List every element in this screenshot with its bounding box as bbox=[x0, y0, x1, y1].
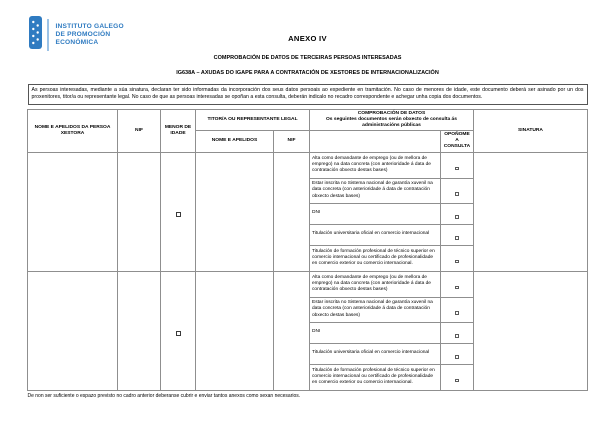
person1-minor-cell bbox=[161, 152, 196, 271]
brand-name bbox=[56, 23, 124, 47]
header-person-name: NOME E APELIDOS DA PERSOA XESTORA bbox=[28, 109, 118, 152]
person2-name-field[interactable] bbox=[28, 271, 118, 390]
person1-oppose-checkbox-5[interactable] bbox=[455, 260, 459, 264]
header-tutor-name: NOME E APELIDOS bbox=[196, 130, 274, 152]
verification-table bbox=[27, 109, 588, 391]
person1-oppose-cell-4 bbox=[441, 224, 474, 245]
header-minor: MENOR DE IDADE bbox=[161, 109, 196, 152]
header-tutor-nif: NIF bbox=[274, 130, 310, 152]
person1-oppose-cell-5 bbox=[441, 245, 474, 271]
brand-name-line1: INSTITUTO GALEGO bbox=[55, 23, 124, 30]
logo-separator bbox=[47, 19, 49, 51]
brand-name-line2: DE PROMOCIÓN bbox=[55, 31, 111, 38]
person1-name-field[interactable] bbox=[28, 152, 118, 271]
person2-signature-field[interactable] bbox=[474, 271, 588, 390]
person2-oppose-cell-4 bbox=[441, 343, 474, 364]
document-label: Alta como demandante de emprego (ou de mellora de emprego) na data concreta (con anterioridade á data de contratación obxecto destas bases) bbox=[310, 152, 441, 178]
person-block-2 bbox=[28, 271, 588, 390]
intro-notice: As persoas interesadas, mediante a súa sinatura, declaran ter sido informadas da incorporación dos seus datos persoais ao expediente en tramitación. No caso de menores de idade, este documento deberá ser asinado por un dos proxenitores, titor/a ou representante legal. No caso de que as persoas interesadas se opoñan a esta consulta, deberán indicalo no recadro correspondente e achegar unha copia dos documentos. bbox=[28, 84, 588, 105]
document-label: DNI bbox=[310, 203, 441, 224]
person2-oppose-cell-5 bbox=[441, 364, 474, 390]
document-label: Estar inscrita no Sistema nacional de garantía xuvenil na data concreta (con anterioridade á data de contratación obxecto destas bases) bbox=[310, 297, 441, 322]
person2-oppose-checkbox-5[interactable] bbox=[455, 379, 459, 383]
header-oppose: OPOÑOME A CONSULTA bbox=[441, 130, 474, 152]
footnote: De non ser suficiente o espazo previsto no cadro anterior deberanse cubrir e enviar tantos anexos como sexan necesarios. bbox=[27, 392, 301, 399]
person1-tutor-nif-field[interactable] bbox=[274, 152, 310, 271]
person2-oppose-cell-1 bbox=[441, 271, 474, 297]
document-label: Estar inscrita no Sistema nacional de garantía xuvenil na data concreta (con anterioridade á data de contratación obxecto destas bases) bbox=[310, 178, 441, 203]
person2-minor-checkbox[interactable] bbox=[176, 331, 181, 336]
person1-signature-field[interactable] bbox=[474, 152, 588, 271]
table-header bbox=[28, 109, 588, 152]
person2-oppose-cell-3 bbox=[441, 322, 474, 343]
document-label: Alta como demandante de emprego (ou de mellora de emprego) na data concreta (con anterioridade á data de contratación obxecto destas bases) bbox=[310, 271, 441, 297]
document-label: Titulación universitaria oficial en comercio internacional bbox=[310, 343, 441, 364]
document-label: DNI bbox=[310, 322, 441, 343]
header-documents-blank bbox=[310, 130, 441, 152]
person1-oppose-cell-3 bbox=[441, 203, 474, 224]
person1-oppose-cell-1 bbox=[441, 152, 474, 178]
person2-tutor-name-field[interactable] bbox=[196, 271, 274, 390]
header-signature: SINATURA bbox=[474, 109, 588, 152]
document-label: Titulación universitaria oficial en comercio internacional bbox=[310, 224, 441, 245]
person1-oppose-checkbox-4[interactable] bbox=[455, 236, 459, 240]
form-code-subtitle: IG638A – AXUDAS DO IGAPE PARA A CONTRATACIÓN DE XESTORES DE INTERNACIONALIZACIÓN bbox=[176, 70, 439, 76]
igape-logo bbox=[29, 16, 124, 54]
person1-oppose-checkbox-1[interactable] bbox=[455, 167, 459, 171]
header-check-title: COMPROBACIÓN DE DATOS bbox=[357, 110, 426, 116]
header-check-group bbox=[310, 109, 474, 130]
document-label: Titulación de formación profesional de técnico superior en comercio internacional ou certificado de profesionalidade en comercio exterior ou comercio internacional. bbox=[310, 364, 441, 390]
person2-minor-cell bbox=[161, 271, 196, 390]
person2-oppose-checkbox-2[interactable] bbox=[455, 311, 459, 315]
person2-oppose-checkbox-1[interactable] bbox=[455, 286, 459, 290]
person-block-1 bbox=[28, 152, 588, 271]
igape-logo-icon bbox=[29, 16, 42, 54]
header-check-subtitle: Os seguintes documentos serán obxecto de consulta ás administracións públicas bbox=[326, 116, 457, 128]
person2-nif-field[interactable] bbox=[118, 271, 161, 390]
person2-tutor-nif-field[interactable] bbox=[274, 271, 310, 390]
brand-name-line3: ECONÓMICA bbox=[55, 39, 99, 46]
document-label: Titulación de formación profesional de técnico superior en comercio internacional ou certificado de profesionalidade en comercio exterior ou comercio internacional. bbox=[310, 245, 441, 271]
person2-oppose-checkbox-4[interactable] bbox=[455, 355, 459, 359]
person1-oppose-checkbox-3[interactable] bbox=[455, 215, 459, 219]
person2-oppose-cell-2 bbox=[441, 297, 474, 322]
person1-tutor-name-field[interactable] bbox=[196, 152, 274, 271]
person1-minor-checkbox[interactable] bbox=[176, 212, 181, 217]
header-tutor-group: TITOR/A OU REPRESENTANTE LEGAL bbox=[196, 109, 310, 130]
person1-oppose-checkbox-2[interactable] bbox=[455, 192, 459, 196]
header-nif: NIF bbox=[118, 109, 161, 152]
person2-oppose-checkbox-3[interactable] bbox=[455, 334, 459, 338]
page-title: ANEXO IV bbox=[288, 34, 327, 43]
form-subtitle: COMPROBACIÓN DE DATOS DE TERCEIRAS PERSOAS INTERESADAS bbox=[213, 55, 402, 61]
person1-nif-field[interactable] bbox=[118, 152, 161, 271]
person1-oppose-cell-2 bbox=[441, 178, 474, 203]
